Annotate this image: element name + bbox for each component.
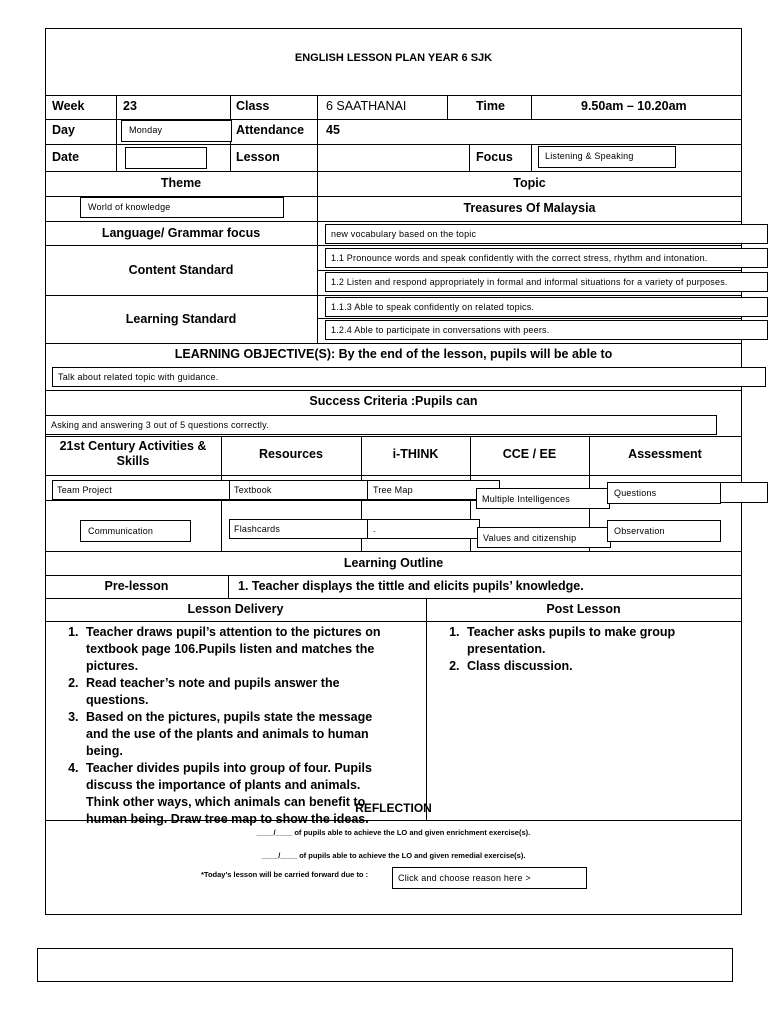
class-label: Class <box>236 99 270 113</box>
bottom-notes-box[interactable] <box>37 948 733 982</box>
assessment-header: Assessment <box>628 447 702 461</box>
ithink-field-2[interactable]: . <box>367 519 480 539</box>
reflection-line-remedial: ____/____ of pupils able to achieve the LO and given remedial exercise(s). <box>261 851 526 860</box>
lesson-delivery-step: 2. Read teacher’s note and pupils answer the questions. <box>82 675 397 709</box>
learning-outline-header: Learning Outline <box>343 556 444 570</box>
date-label: Date <box>52 150 80 164</box>
pre-lesson-text: 1. Teacher displays the tittle and elicits pupils’ knowledge. <box>238 579 584 593</box>
lesson-delivery-step: 1. Teacher draws pupil’s attention to the pictures on textbook page 106.Pupils listen and matches the pictures. <box>82 624 397 675</box>
post-lesson-list <box>426 624 711 675</box>
week-label: Week <box>52 99 85 113</box>
lesson-delivery-header: Lesson Delivery <box>187 602 284 616</box>
content-standard-field-2[interactable]: 1.2 Listen and respond appropriately in formal and informal situations for a variety of purposes. <box>325 272 768 292</box>
skill-field-1[interactable]: Team Project <box>52 480 234 500</box>
ithink-header: i-THINK <box>392 447 439 461</box>
language-focus-field[interactable]: new vocabulary based on the topic <box>325 224 768 244</box>
week-value: 23 <box>123 99 137 113</box>
cce-header: CCE / EE <box>502 447 557 461</box>
content-standard-field-1[interactable]: 1.1 Pronounce words and speak confidently with the correct stress, rhythm and intonation. <box>325 248 768 268</box>
lesson-label: Lesson <box>236 150 280 164</box>
focus-field[interactable]: Listening & Speaking <box>538 146 676 168</box>
language-focus-label: Language/ Grammar focus <box>101 226 261 240</box>
objective-field[interactable]: Talk about related topic with guidance. <box>52 367 766 387</box>
assessment-extra-field[interactable] <box>720 482 768 503</box>
time-value: 9.50am – 10.20am <box>581 99 687 113</box>
class-value: 6 SAATHANAI <box>326 99 407 113</box>
attendance-value: 45 <box>326 123 340 137</box>
time-label: Time <box>476 99 505 113</box>
learning-standard-field-2[interactable]: 1.2.4 Able to participate in conversations with peers. <box>325 320 768 340</box>
day-label: Day <box>52 123 75 137</box>
post-lesson-step: 2. Class discussion. <box>463 658 711 675</box>
cce-field-1[interactable]: Multiple Intelligences <box>476 488 610 509</box>
resources-header: Resources <box>259 447 323 461</box>
skill-field-2[interactable]: Communication <box>80 520 191 542</box>
reflection-line-carried-forward: *Today's lesson will be carried forward due to : <box>201 870 369 879</box>
post-lesson-step: 1. Teacher asks pupils to make group presentation. <box>463 624 711 658</box>
date-field[interactable] <box>125 147 207 169</box>
ithink-field-1[interactable]: Tree Map <box>367 480 500 500</box>
theme-header: Theme <box>160 176 202 190</box>
resource-field-1[interactable]: Textbook <box>229 480 373 500</box>
attendance-label: Attendance <box>236 123 305 137</box>
lesson-delivery-step: 3. Based on the pictures, pupils state the message and the use of the plants and animals to human being. <box>82 709 397 760</box>
reflection-header: REFLECTION <box>355 801 432 815</box>
cce-field-2[interactable]: Values and citizenship <box>477 527 611 548</box>
assessment-field-1[interactable]: Questions <box>607 482 721 504</box>
page-title: ENGLISH LESSON PLAN YEAR 6 SJK <box>294 52 493 64</box>
day-field[interactable]: Monday <box>121 120 232 142</box>
success-criteria-header: Success Criteria :Pupils can <box>309 394 478 408</box>
post-lesson-header: Post Lesson <box>546 602 621 616</box>
content-standard-label: Content Standard <box>128 263 234 277</box>
topic-header: Topic <box>513 176 546 190</box>
theme-field[interactable]: World of knowledge <box>80 197 284 218</box>
focus-label: Focus <box>476 150 513 164</box>
reflection-line-enrichment: ____/____ of pupils able to achieve the LO and given enrichment exercise(s). <box>256 828 531 837</box>
learning-standard-field-1[interactable]: 1.1.3 Able to speak confidently on related topics. <box>325 297 768 317</box>
topic-value: Treasures Of Malaysia <box>463 201 596 215</box>
assessment-field-2[interactable]: Observation <box>607 520 721 542</box>
resource-field-2[interactable]: Flashcards <box>229 519 373 539</box>
success-criteria-field[interactable]: Asking and answering 3 out of 5 questions correctly. <box>45 415 717 435</box>
learning-objectives-header: LEARNING OBJECTIVE(S): By the end of the lesson, pupils will be able to <box>174 347 613 361</box>
lesson-delivery-list <box>45 624 397 828</box>
century-skills-header: 21st Century Activities & Skills <box>59 439 207 468</box>
reason-dropdown[interactable]: Click and choose reason here > <box>392 867 587 889</box>
pre-lesson-label: Pre-lesson <box>104 579 169 593</box>
lesson-delivery-step: 4. Teacher divides pupils into group of four. Pupils discuss the importance of plants and animals. Think other ways, which animals can benefit to human being. Draw tree map to show the ideas. <box>82 760 397 828</box>
learning-standard-label: Learning Standard <box>125 312 237 326</box>
